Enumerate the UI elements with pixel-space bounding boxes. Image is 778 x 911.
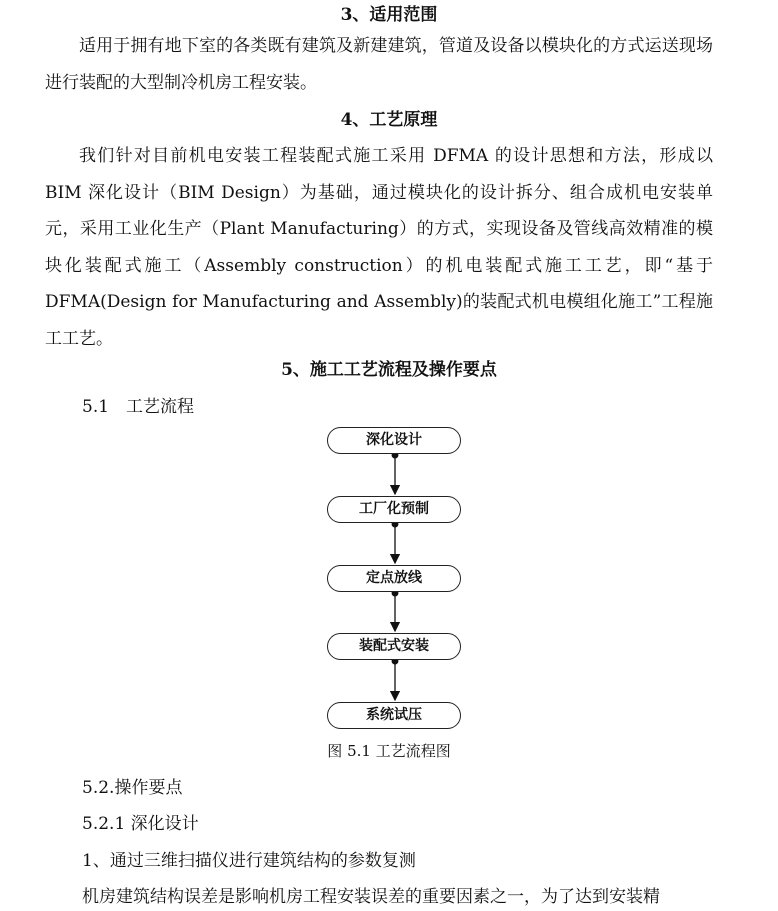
- subheading-5-2-1: 5.2.1 深化设计: [82, 814, 199, 834]
- flow-step-pressure-test: 系统试压: [327, 702, 461, 729]
- flow-step-assembly-install: 装配式安装: [327, 633, 461, 660]
- subheading-5-2: 5.2.操作要点: [82, 778, 183, 798]
- item-1-scan: 1、通过三维扫描仪进行建筑结构的参数复测: [82, 851, 416, 871]
- section-heading-3: 3、适用范围: [340, 5, 438, 25]
- flow-step-factory-prefab: 工厂化预制: [327, 496, 461, 523]
- paragraph-error-start: 机房建筑结构误差是影响机房工程安装误差的重要因素之一，为了达到安装精: [82, 887, 660, 907]
- flow-step-deepening-design: 深化设计: [327, 427, 461, 454]
- process-flowchart: [0, 420, 778, 740]
- paragraph-scope: 适用于拥有地下室的各类既有建筑及新建建筑，管道及设备以模块化的方式运送现场进行装配的大型制冷机房工程安装。: [45, 36, 713, 93]
- paragraph-principle: 我们针对目前机电安装工程装配式施工采用 DFMA 的设计思想和方法，形成以 BIM 深化设计（BIM Design）为基础，通过模块化的设计拆分、组合成机电安装单元，采用工业化生产（Plant Manufacturing）的方式，实现设备及管线高效精准的模块化装配式施工（Assembly construction）的机电装配式施工工艺，即“基于 DFMA(Design for Manufacturing and Assembly)的装配式机电模组化施工”工程施工工艺。: [45, 146, 713, 349]
- subheading-5-1: 5.1 工艺流程: [82, 397, 195, 417]
- figure-caption: 图 5.1 工艺流程图: [327, 742, 451, 760]
- section-heading-4: 4、工艺原理: [340, 110, 438, 130]
- flow-step-setting-out: 定点放线: [327, 565, 461, 592]
- section-heading-5: 5、施工工艺流程及操作要点: [281, 360, 497, 380]
